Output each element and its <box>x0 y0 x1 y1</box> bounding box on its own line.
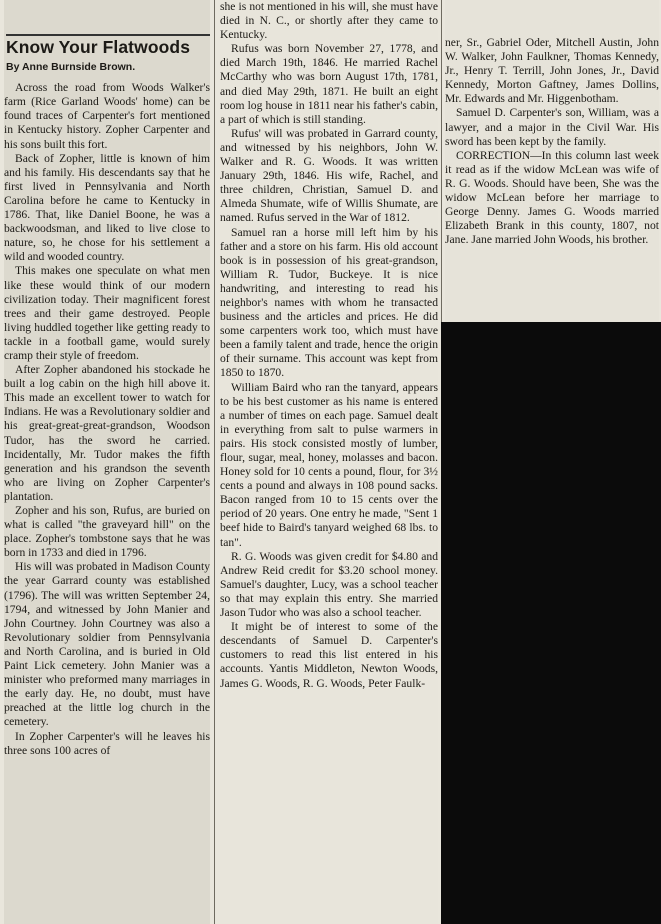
article-title: Know Your Flatwoods <box>6 34 210 54</box>
paragraph: Across the road from Woods Walker's farm (Rice Garland Woods' home) can be found traces of Carpenter's fort mentioned in Kentucky history. Zopher Carpenter and his sons built this fort. <box>4 81 210 151</box>
paragraph: Zopher and his son, Rufus, are buried on what is called "the graveyard hill" on the place. Zopher's tombstone says that he was born in 1733 and died in 1796. <box>4 504 210 560</box>
paragraph: Back of Zopher, little is known of him and his family. His descendants say that he first lived in Pennsylvania and North Carolina before he came to Kentucky in 1786. That, like Daniel Boone, he was a backwoodsman, and liked to live close to nature, so, he chose for his settlement a wild and wooded country. <box>4 151 210 264</box>
paragraph: William Baird who ran the tanyard, appears to be his best customer as his name is entered a number of times on each page. Samuel dealt in everything from salt to pulse warmers in pairs. His stock consisted mostly of lumber, flour, sugar, meal, honey, molasses and bacon. Honey sold for 10 cents a pound, flour, for 3½ cents a pound and always in 108 pound sacks. Bacon ranged from 10 to 15 cents over the period of 20 years. One entry he made, "Sent 1 beef hide to Baird's tanyard weighed 68 lbs. to tan". <box>220 380 438 549</box>
paragraph: Samuel ran a horse mill left him by his father and a store on his farm. His old account book is in possession of his great-grandson, William R. Tudor, Buckeye. It is nice handwriting, and interesting to read his neighbor's names with whom he transacted business and the articles and prices. He did some carpenters work too, which must have been a family talent and trade, hence the origin of their surname. This account was kept from 1850 to 1870. <box>220 225 438 380</box>
paragraph: ner, Sr., Gabriel Oder, Mitchell Austin, John W. Walker, John Faulkner, Thomas Kennedy, Jr., Henry T. Terrill, John Jones, Jr., David Kennedy, Morton Gaftney, James Dollins, Mr. Edwards and Mr. Higgenbotham. <box>445 36 659 106</box>
paragraph: His will was probated in Madison County the year Garrard county was established (1796). The will was written September 24, 1794, and witnessed by John Manier and John Courtney. John Courtney was also a Revolutionary soldier from Pennsylvania and North Carolina, and is buried in Old Paint Lick cemetery. John Manier was a minister who preformed many marriages in the early day. He, no doubt, must have preached at the little log church in the cemetery. <box>4 560 210 729</box>
paragraph: This makes one speculate on what men like these would think of our modern civilization today. Their magnificent forest trees and their game destroyed. People living huddled together like getting ready to tackle in a football game, would surely cramp their style of freedom. <box>4 264 210 362</box>
article-byline: By Anne Burnside Brown. <box>6 61 136 74</box>
paragraph: It might be of interest to some of the descendants of Samuel D. Carpenter's customers to read this list entered in his accounts. Yantis Middleton, Newton Woods, James G. Woods, R. G. Woods, Peter Faulk- <box>220 620 438 690</box>
paragraph: Samuel D. Carpenter's son, William, was a lawyer, and a major in the Civil War. His sword has been kept by the family. <box>445 106 659 148</box>
paragraph: In Zopher Carpenter's will he leaves his three sons 100 acres of <box>4 729 210 757</box>
column-1 <box>4 0 210 924</box>
paragraph: CORRECTION—In this column last week it read as if the widow McLean was wife of R. G. Woods. Should have been, She was the widow McLean before her marriage to George Denny. James G. Woods married Elizabeth Brank in this county, 1807, not Jane. Jane married John Woods, his brother. <box>445 148 659 247</box>
column-2 <box>220 0 438 924</box>
scan-background <box>441 322 661 924</box>
paragraph: Rufus was born November 27, 1778, and died March 19th, 1846. He married Rachel McCarthy who was born August 17th, 1781, and died May 29th, 1871. He built an eight room log house in 1811 near his father's cabin, a part of which is still standing. <box>220 42 438 126</box>
paragraph: R. G. Woods was given credit for $4.80 and Andrew Reid credit for $3.20 school money. Samuel's daughter, Lucy, was a school teacher so that may explain this entry. She married Jason Tudor who was also a school teacher. <box>220 549 438 620</box>
column-rule <box>214 0 215 924</box>
paragraph: she is not mentioned in his will, she must have died in N. C., or shortly after they came to Kentucky. <box>220 0 438 42</box>
column-3 <box>445 0 659 322</box>
paragraph: After Zopher abandoned his stockade he built a log cabin on the high hill above it. This made an excellent tower to watch for Indians. He was a Revolutionary soldier and his great-great-great-grandson, Woodson Tudor, has the sword he carried. Incidentally, Mr. Tudor makes the fifth generation and his grandson the seventh who are living on Zopher Carpenter's plantation. <box>4 363 210 503</box>
paragraph: Rufus' will was probated in Garrard county, and witnessed by his neighbors, John W. Walker and R. G. Woods. It was written January 29th, 1846. His wife, Rachel, and three children, Christian, Samuel D. and Almeda Shumate, wife of Willis Shumate, are named. Rufus served in the War of 1812. <box>220 126 438 225</box>
